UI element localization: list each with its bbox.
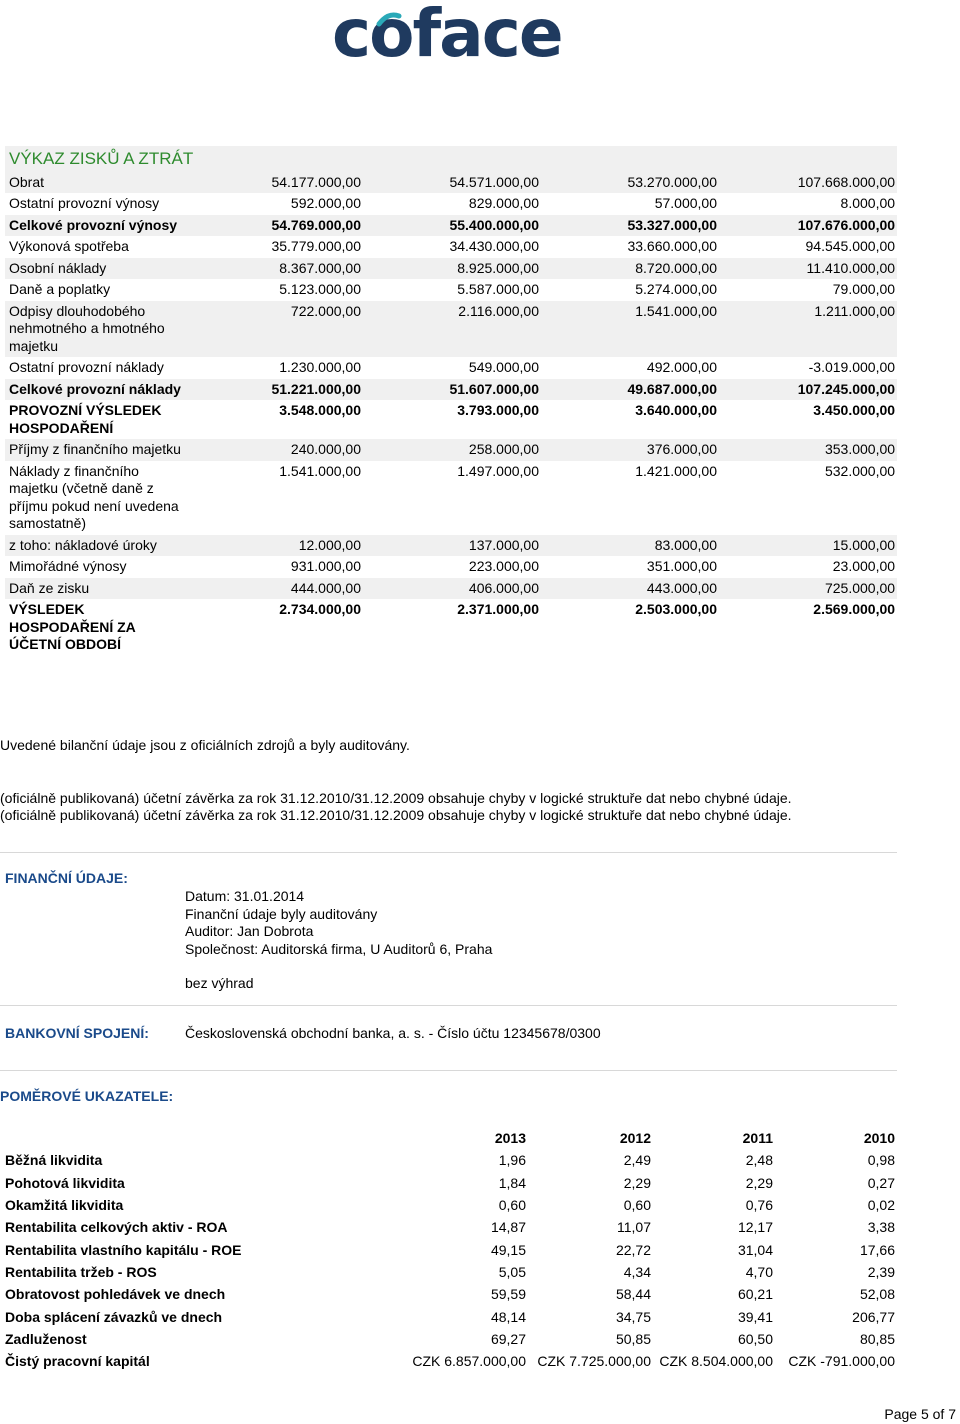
- financial-data-info: [185, 888, 492, 993]
- ratio-value: 59,59: [490, 1286, 526, 1303]
- income-row-value: 54.177.000,00: [185, 172, 363, 194]
- income-row-label: Mimořádné výnosy: [9, 558, 127, 574]
- income-row-value: 8.367.000,00: [185, 258, 363, 280]
- ratio-value: 11,07: [617, 1219, 651, 1236]
- ratio-value: 5,05: [498, 1263, 526, 1280]
- year-header: 2011: [742, 1130, 773, 1147]
- income-row-value: 2.734.000,00: [279, 601, 361, 617]
- ratio-value: 1,84: [498, 1174, 526, 1191]
- ratio-label: Rentabilita vlastního kapitálu - ROE: [5, 1241, 242, 1258]
- income-row-value: 1.421.000,00: [635, 462, 717, 479]
- ratio-value: 60,50: [737, 1330, 773, 1347]
- income-row-label: Celkové provozní náklady: [5, 379, 185, 401]
- income-row-value: 33.660.000,00: [627, 238, 717, 254]
- income-row-value: 5.123.000,00: [279, 281, 361, 297]
- ratio-row: [3, 1350, 897, 1372]
- ratio-value: CZK 6.857.000,00: [412, 1353, 526, 1370]
- income-row-value: 444.000,00: [185, 578, 363, 600]
- ratio-label: Rentabilita tržeb - ROS: [5, 1263, 157, 1280]
- income-row-value: 829.000,00: [468, 195, 539, 211]
- income-row-label: VÝSLEDEK HOSPODAŘENÍ ZA ÚČETNÍ OBDOBÍ: [9, 601, 136, 652]
- ratio-row: [3, 1194, 897, 1216]
- income-row: [5, 578, 897, 600]
- ratio-value: CZK 7.725.000,00: [537, 1353, 651, 1370]
- income-row-label: Daň ze zisku: [5, 578, 185, 600]
- ratio-value: CZK 8.504.000,00: [659, 1353, 773, 1370]
- section-divider: [0, 1005, 897, 1006]
- bank-label: BANKOVNÍ SPOJENÍ:: [5, 1025, 149, 1041]
- income-row-label: Náklady z finančního majetku (včetně daně z příjmu pokud není uvedena samostatně): [9, 462, 179, 531]
- income-row-value: 5.587.000,00: [457, 281, 539, 297]
- income-row-value: -3.019.000,00: [808, 359, 896, 375]
- ratio-label: Obratovost pohledávek ve dnech: [5, 1286, 226, 1303]
- income-row-value: 406.000,00: [363, 578, 541, 600]
- ratio-label: Okamžitá likvidita: [5, 1197, 124, 1214]
- income-row-value: 240.000,00: [185, 439, 363, 461]
- income-row-value: 443.000,00: [541, 578, 719, 600]
- data-error-note: (oficiálně publikovaná) účetní závěrka za rok 31.12.2010/31.12.2009 obsahuje chyby v logické struktuře dat nebo chybné údaje.: [0, 790, 792, 806]
- ratio-value: 4,34: [623, 1263, 651, 1280]
- income-row-label: Příjmy z finančního majetku: [5, 439, 185, 461]
- income-row: [5, 236, 897, 258]
- coface-logo-mark: [332, 2, 568, 64]
- income-row: [5, 357, 897, 379]
- income-row-value: 107.668.000,00: [719, 172, 897, 194]
- audit-company: Společnost: Auditorská firma, U Auditorů 6, Praha: [185, 940, 493, 957]
- income-row-value: 94.545.000,00: [805, 238, 896, 254]
- section-divider: [0, 852, 897, 853]
- ratio-value: 0,27: [867, 1174, 895, 1191]
- year-header: 2010: [863, 1130, 895, 1147]
- ratio-label: Doba splácení závazků ve dnech: [5, 1308, 223, 1325]
- income-row-value: 1.541.000,00: [279, 462, 361, 479]
- ratio-label: Zadluženost: [5, 1330, 87, 1347]
- ratio-label: Čistý pracovní kapitál: [5, 1353, 150, 1370]
- income-row-label: Ostatní provozní výnosy: [9, 195, 160, 211]
- financial-data-label: FINANČNÍ ÚDAJE:: [5, 870, 128, 886]
- income-row-value: 3.640.000,00: [635, 402, 717, 418]
- ratio-row: [3, 1216, 897, 1238]
- ratio-value: 31,04: [737, 1241, 773, 1258]
- income-row: [5, 599, 897, 656]
- ratio-value: 39,41: [737, 1308, 773, 1325]
- audit-date: Datum: 31.01.2014: [185, 888, 305, 904]
- ratio-value: CZK -791.000,00: [788, 1353, 895, 1370]
- income-row-value: 54.571.000,00: [363, 172, 541, 194]
- income-statement-title: VÝKAZ ZISKŮ A ZTRÁT: [5, 146, 897, 172]
- income-row-label: Obrat: [5, 172, 185, 194]
- income-row-label: PROVOZNÍ VÝSLEDEK HOSPODAŘENÍ: [9, 402, 162, 436]
- ratio-value: 34,75: [615, 1308, 651, 1325]
- year-header: 2013: [494, 1130, 526, 1147]
- ratio-value: 2,39: [867, 1263, 895, 1280]
- income-row-value: 592.000,00: [290, 195, 361, 211]
- ratio-value: 2,29: [623, 1174, 651, 1191]
- income-row-value: 2.371.000,00: [457, 601, 539, 617]
- ratio-label: Rentabilita celkových aktiv - ROA: [5, 1219, 228, 1236]
- income-statement-table: [5, 146, 897, 656]
- income-row-label: Celkové provozní výnosy: [5, 215, 185, 237]
- ratio-label: Běžná likvidita: [5, 1152, 103, 1169]
- income-row-value: 376.000,00: [541, 439, 719, 461]
- income-row-value: 83.000,00: [541, 535, 719, 557]
- ratio-row: [3, 1149, 897, 1171]
- income-row-label: z toho: nákladové úroky: [5, 535, 185, 557]
- income-row-value: 353.000,00: [719, 439, 897, 461]
- income-row: [5, 535, 897, 557]
- year-header: 2012: [619, 1130, 651, 1147]
- income-row-value: 2.116.000,00: [363, 301, 541, 358]
- ratio-value: 0,98: [867, 1152, 895, 1169]
- income-row-value: 35.779.000,00: [271, 238, 361, 254]
- income-row-value: 8.720.000,00: [541, 258, 719, 280]
- ratio-value: 49,15: [490, 1241, 526, 1258]
- income-row: [5, 461, 897, 535]
- ratio-value: 52,08: [859, 1286, 895, 1303]
- income-row-value: 2.569.000,00: [813, 601, 896, 617]
- ratio-value: 17,66: [859, 1241, 895, 1258]
- ratio-value: 14,87: [490, 1219, 526, 1236]
- income-row-value: 549.000,00: [468, 359, 539, 375]
- income-row-value: 79.000,00: [832, 281, 896, 297]
- ratio-value: 2,29: [745, 1174, 773, 1191]
- income-row-value: 3.548.000,00: [279, 402, 361, 418]
- ratio-value: 0,76: [745, 1197, 773, 1214]
- income-row-value: 51.221.000,00: [185, 379, 363, 401]
- ratios-header-row: [3, 1127, 897, 1149]
- income-row: [5, 439, 897, 461]
- income-row: [5, 279, 897, 301]
- income-row-label: Daně a poplatky: [9, 281, 111, 297]
- income-row: [5, 172, 897, 194]
- ratio-value: 58,44: [615, 1286, 651, 1303]
- ratios-header-empty: [3, 1127, 403, 1149]
- income-row: [5, 379, 897, 401]
- income-row: [5, 215, 897, 237]
- income-row-label: Výkonová spotřeba: [9, 238, 129, 254]
- income-row-value: 23.000,00: [832, 558, 896, 574]
- data-error-note: (oficiálně publikovaná) účetní závěrka za rok 31.12.2010/31.12.2009 obsahuje chyby v logické struktuře dat nebo chybné údaje.: [0, 807, 792, 823]
- income-row-value: 223.000,00: [468, 558, 539, 574]
- audited-note: Uvedené bilanční údaje jsou z oficiálních zdrojů a byly auditovány.: [0, 737, 410, 753]
- income-row: [5, 400, 897, 439]
- income-row-value: 492.000,00: [646, 359, 717, 375]
- income-row-value: 931.000,00: [290, 558, 361, 574]
- income-row-value: 532.000,00: [824, 462, 896, 479]
- income-row-value: 5.274.000,00: [635, 281, 717, 297]
- income-row-value: 107.245.000,00: [719, 379, 897, 401]
- income-row-value: 3.793.000,00: [457, 402, 539, 418]
- ratios-table: [3, 1127, 897, 1372]
- bank-account: Československá obchodní banka, a. s. - Číslo účtu 12345678/0300: [185, 1025, 601, 1041]
- income-row-value: 51.607.000,00: [363, 379, 541, 401]
- ratio-value: 48,14: [490, 1308, 526, 1325]
- income-row-value: 53.270.000,00: [541, 172, 719, 194]
- income-row-value: 258.000,00: [363, 439, 541, 461]
- ratio-row: [3, 1283, 897, 1305]
- income-row-value: 8.925.000,00: [363, 258, 541, 280]
- section-divider: [0, 1070, 897, 1071]
- ratio-value: 22,72: [615, 1241, 651, 1258]
- income-row-label: Ostatní provozní náklady: [9, 359, 164, 375]
- svg-text:coface: coface: [332, 2, 562, 64]
- ratio-value: 2,49: [623, 1152, 651, 1169]
- income-row-label: Odpisy dlouhodobého nehmotného a hmotného majetku: [5, 301, 185, 358]
- income-row-value: 1.541.000,00: [541, 301, 719, 358]
- income-row-value: 55.400.000,00: [363, 215, 541, 237]
- income-row-value: 12.000,00: [185, 535, 363, 557]
- income-row-value: 57.000,00: [654, 195, 717, 211]
- income-row-value: 49.687.000,00: [541, 379, 719, 401]
- income-row-label: Osobní náklady: [5, 258, 185, 280]
- ratio-value: 0,02: [867, 1197, 895, 1214]
- income-row-value: 107.676.000,00: [719, 215, 897, 237]
- ratios-label: POMĚROVÉ UKAZATELE:: [0, 1088, 174, 1104]
- income-row-value: 722.000,00: [185, 301, 363, 358]
- ratio-row: [3, 1328, 897, 1350]
- ratio-row: [3, 1261, 897, 1283]
- income-row-value: 15.000,00: [719, 535, 897, 557]
- ratio-label: Pohotová likvidita: [5, 1174, 125, 1191]
- ratio-value: 4,70: [745, 1263, 773, 1280]
- ratio-value: 3,38: [867, 1219, 895, 1236]
- income-row: [5, 193, 897, 215]
- income-row: [5, 258, 897, 280]
- income-row-value: 351.000,00: [646, 558, 717, 574]
- ratio-value: 50,85: [615, 1330, 651, 1347]
- ratio-row: [3, 1238, 897, 1260]
- income-row: [5, 556, 897, 578]
- ratio-value: 60,21: [737, 1286, 773, 1303]
- income-row-value: 11.410.000,00: [719, 258, 897, 280]
- income-row-value: 725.000,00: [719, 578, 897, 600]
- income-row-value: 1.230.000,00: [279, 359, 361, 375]
- income-row-value: 8.000,00: [840, 195, 896, 211]
- income-row-value: 1.211.000,00: [719, 301, 897, 358]
- income-row: [5, 301, 897, 358]
- ratio-value: 12,17: [737, 1219, 773, 1236]
- income-row-value: 1.497.000,00: [457, 462, 539, 479]
- ratio-value: 0,60: [498, 1197, 526, 1214]
- income-row-value: 34.430.000,00: [449, 238, 539, 254]
- ratio-value: 69,27: [490, 1330, 526, 1347]
- income-row-value: 2.503.000,00: [635, 601, 717, 617]
- audit-status: Finanční údaje byly auditovány: [185, 905, 378, 922]
- coface-logo: [0, 0, 960, 70]
- ratio-value: 206,77: [852, 1308, 895, 1325]
- page-number: Page 5 of 7: [884, 1406, 956, 1422]
- ratio-value: 0,60: [623, 1197, 651, 1214]
- ratio-row: [3, 1172, 897, 1194]
- ratio-value: 1,96: [498, 1152, 526, 1169]
- auditor-name: Auditor: Jan Dobrota: [185, 923, 314, 939]
- audit-opinion: bez výhrad: [185, 975, 254, 991]
- income-row-value: 53.327.000,00: [541, 215, 719, 237]
- ratio-value: 2,48: [745, 1152, 773, 1169]
- ratio-row: [3, 1305, 897, 1327]
- income-row-value: 3.450.000,00: [813, 402, 896, 418]
- ratio-value: 80,85: [859, 1330, 895, 1347]
- income-row-value: 137.000,00: [363, 535, 541, 557]
- income-row-value: 54.769.000,00: [185, 215, 363, 237]
